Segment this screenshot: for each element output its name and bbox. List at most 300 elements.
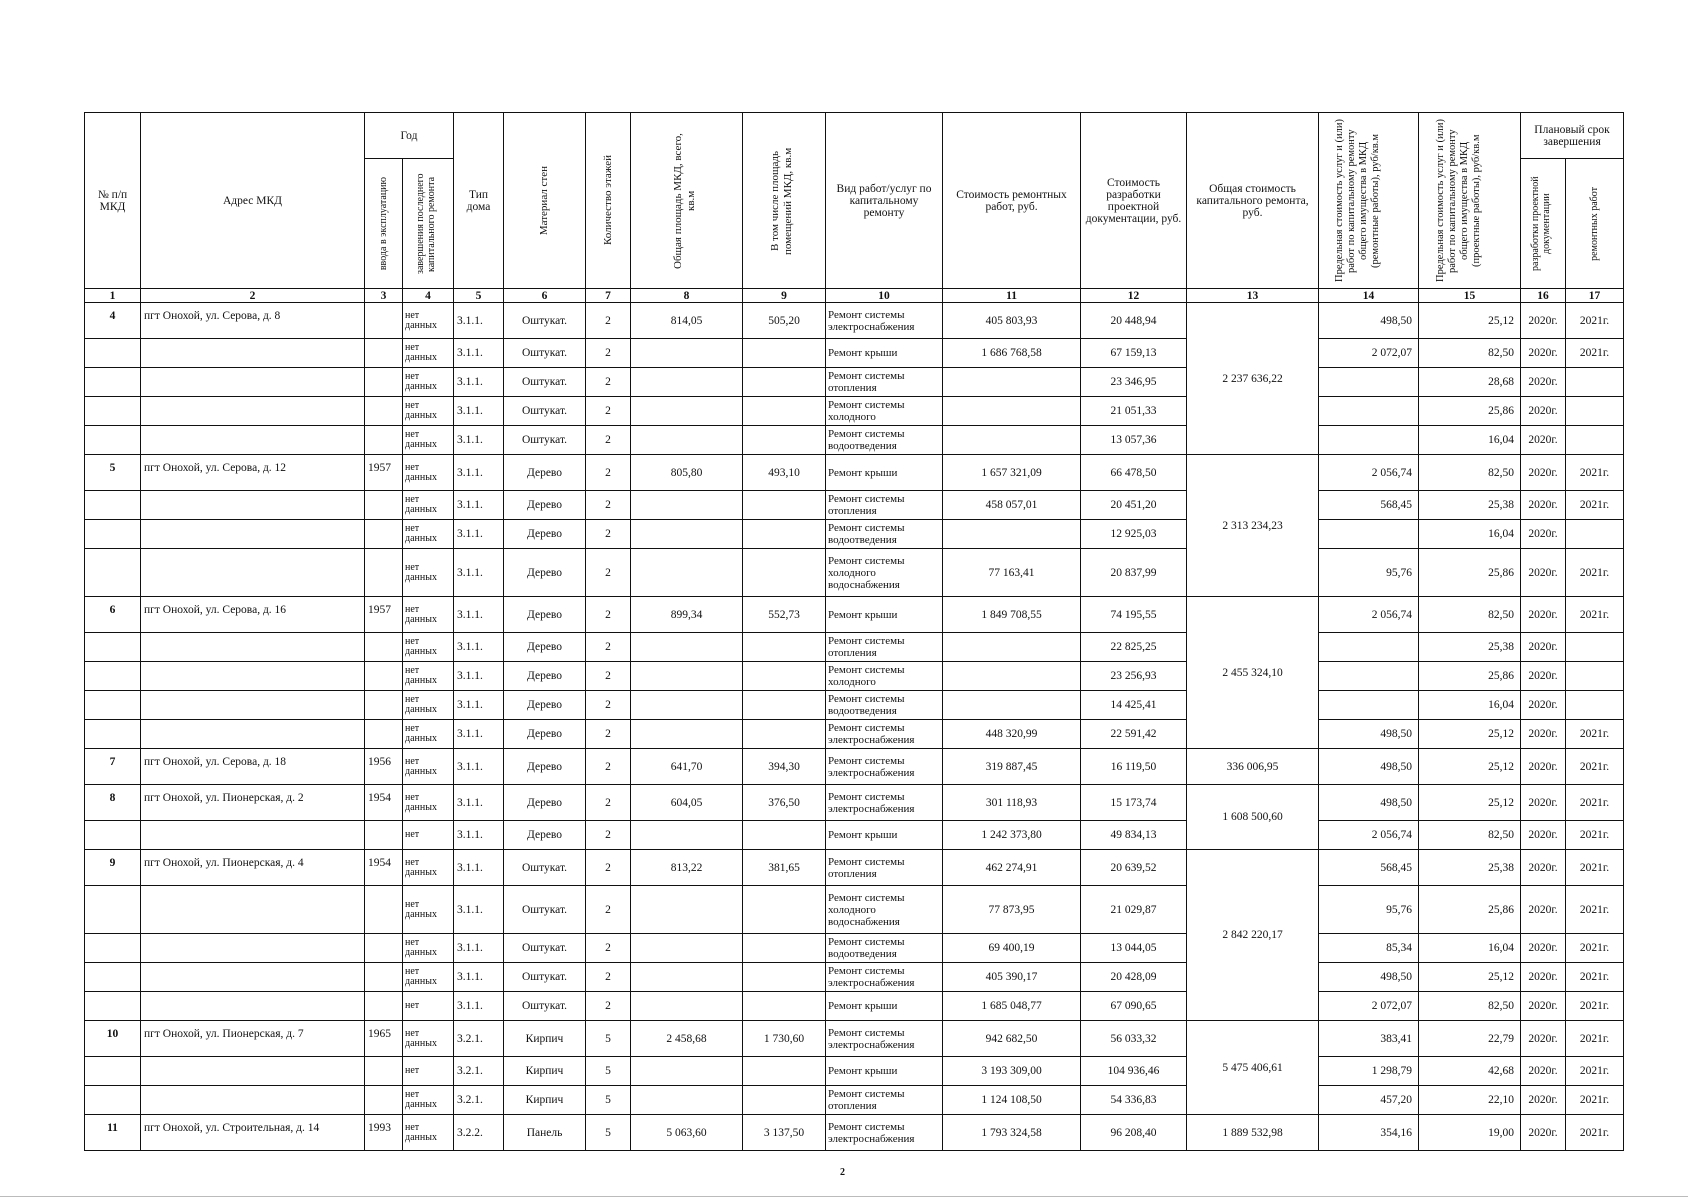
column-number: 14 — [1319, 289, 1419, 303]
work-type: Ремонт системы электроснабжения — [826, 1021, 943, 1057]
house-type: 3.1.1. — [454, 633, 504, 662]
header-limit-design: Предельная стоимость услуг и (или) работ по капитальному ремонту общего имущества в МКД (проектные работы), руб/кв.м — [1419, 113, 1521, 289]
mkd-address: пгт Онохой, ул. Серова, д. 12 — [141, 455, 365, 491]
premises-area — [743, 491, 826, 520]
commissioning-year: 1957 — [365, 597, 403, 633]
limit-repair: 95,76 — [1319, 549, 1419, 597]
mkd-number — [85, 691, 141, 720]
repair-deadline — [1566, 662, 1624, 691]
limit-design: 19,00 — [1419, 1115, 1521, 1151]
floors: 2 — [586, 397, 631, 426]
limit-repair: 85,34 — [1319, 934, 1419, 963]
design-cost: 20 428,09 — [1081, 963, 1187, 992]
mkd-number: 7 — [85, 749, 141, 785]
mkd-address: пгт Онохой, ул. Строительная, д. 14 — [141, 1115, 365, 1151]
last-repair-year: нет данных — [403, 368, 454, 397]
limit-design: 82,50 — [1419, 992, 1521, 1021]
table-row — [85, 520, 1624, 549]
last-repair-year: нет данных — [403, 303, 454, 339]
limit-design: 25,86 — [1419, 662, 1521, 691]
repair-cost — [943, 397, 1081, 426]
last-repair-year: нет данных — [403, 491, 454, 520]
design-cost: 54 336,83 — [1081, 1086, 1187, 1115]
floors: 2 — [586, 785, 631, 821]
column-number: 10 — [826, 289, 943, 303]
mkd-number — [85, 397, 141, 426]
design-cost: 13 044,05 — [1081, 934, 1187, 963]
premises-area — [743, 934, 826, 963]
work-type: Ремонт системы электроснабжения — [826, 1115, 943, 1151]
commissioning-year — [365, 397, 403, 426]
total-area: 5 063,60 — [631, 1115, 743, 1151]
table-row — [85, 597, 1624, 633]
commissioning-year: 1965 — [365, 1021, 403, 1057]
header-last-repair-year: завершения последнего капитального ремонта — [403, 159, 454, 289]
premises-area — [743, 662, 826, 691]
mkd-address: пгт Онохой, ул. Серова, д. 8 — [141, 303, 365, 339]
wall-material: Оштукат. — [504, 934, 586, 963]
table-row — [85, 549, 1624, 597]
floors: 2 — [586, 662, 631, 691]
total-area — [631, 662, 743, 691]
repair-deadline — [1566, 426, 1624, 455]
commissioning-year — [365, 520, 403, 549]
header-wall-material: Материал стен — [504, 113, 586, 289]
design-deadline: 2020г. — [1521, 934, 1566, 963]
total-area — [631, 633, 743, 662]
design-deadline: 2020г. — [1521, 1086, 1566, 1115]
mkd-number — [85, 368, 141, 397]
design-cost: 56 033,32 — [1081, 1021, 1187, 1057]
design-deadline: 2020г. — [1521, 963, 1566, 992]
limit-design: 42,68 — [1419, 1057, 1521, 1086]
house-type: 3.1.1. — [454, 520, 504, 549]
design-deadline: 2020г. — [1521, 397, 1566, 426]
design-cost: 66 478,50 — [1081, 455, 1187, 491]
repair-deadline: 2021г. — [1566, 963, 1624, 992]
last-repair-year: нет данных — [403, 850, 454, 886]
wall-material: Кирпич — [504, 1057, 586, 1086]
work-type: Ремонт системы отопления — [826, 850, 943, 886]
commissioning-year — [365, 934, 403, 963]
mkd-address: пгт Онохой, ул. Серова, д. 18 — [141, 749, 365, 785]
design-deadline: 2020г. — [1521, 1057, 1566, 1086]
limit-repair: 2 056,74 — [1319, 821, 1419, 850]
limit-repair — [1319, 520, 1419, 549]
table-row — [85, 749, 1624, 785]
design-cost: 20 639,52 — [1081, 850, 1187, 886]
header-mkd-number: № п/п МКД — [85, 113, 141, 289]
mkd-address — [141, 886, 365, 934]
last-repair-year: нет данных — [403, 339, 454, 368]
work-type: Ремонт системы электроснабжения — [826, 303, 943, 339]
total-area — [631, 1086, 743, 1115]
column-number: 3 — [365, 289, 403, 303]
limit-repair: 2 072,07 — [1319, 992, 1419, 1021]
limit-repair: 498,50 — [1319, 720, 1419, 749]
total-area — [631, 992, 743, 1021]
premises-area — [743, 1057, 826, 1086]
limit-design: 82,50 — [1419, 597, 1521, 633]
limit-design: 16,04 — [1419, 934, 1521, 963]
premises-area — [743, 992, 826, 1021]
design-cost: 96 208,40 — [1081, 1115, 1187, 1151]
limit-repair: 498,50 — [1319, 963, 1419, 992]
house-type: 3.1.1. — [454, 491, 504, 520]
design-deadline: 2020г. — [1521, 520, 1566, 549]
work-type: Ремонт крыши — [826, 1057, 943, 1086]
mkd-number — [85, 720, 141, 749]
total-area: 641,70 — [631, 749, 743, 785]
floors: 2 — [586, 597, 631, 633]
repair-deadline: 2021г. — [1566, 1086, 1624, 1115]
commissioning-year — [365, 633, 403, 662]
wall-material: Оштукат. — [504, 339, 586, 368]
mkd-number — [85, 426, 141, 455]
mkd-number: 11 — [85, 1115, 141, 1151]
last-repair-year: нет данных — [403, 749, 454, 785]
total-area: 604,05 — [631, 785, 743, 821]
last-repair-year: нет — [403, 992, 454, 1021]
repair-cost: 1 242 373,80 — [943, 821, 1081, 850]
limit-repair: 383,41 — [1319, 1021, 1419, 1057]
design-cost: 67 090,65 — [1081, 992, 1187, 1021]
total-area — [631, 339, 743, 368]
house-type: 3.1.1. — [454, 934, 504, 963]
house-type: 3.1.1. — [454, 691, 504, 720]
mkd-address: пгт Онохой, ул. Пионерская, д. 4 — [141, 850, 365, 886]
mkd-number — [85, 633, 141, 662]
last-repair-year: нет данных — [403, 397, 454, 426]
limit-repair: 2 056,74 — [1319, 597, 1419, 633]
wall-material: Дерево — [504, 691, 586, 720]
repair-cost: 319 887,45 — [943, 749, 1081, 785]
design-deadline: 2020г. — [1521, 455, 1566, 491]
commissioning-year — [365, 963, 403, 992]
wall-material: Кирпич — [504, 1086, 586, 1115]
column-number: 11 — [943, 289, 1081, 303]
table-row — [85, 992, 1624, 1021]
table-row — [85, 1086, 1624, 1115]
floors: 2 — [586, 339, 631, 368]
total-area — [631, 397, 743, 426]
repair-cost — [943, 633, 1081, 662]
table-row — [85, 1021, 1624, 1057]
design-cost: 23 256,93 — [1081, 662, 1187, 691]
total-area: 813,22 — [631, 850, 743, 886]
limit-repair — [1319, 397, 1419, 426]
work-type: Ремонт системы водоотведения — [826, 426, 943, 455]
mkd-number: 5 — [85, 455, 141, 491]
work-type: Ремонт системы водоотведения — [826, 691, 943, 720]
limit-design: 25,12 — [1419, 963, 1521, 992]
mkd-number: 4 — [85, 303, 141, 339]
premises-area — [743, 368, 826, 397]
total-area — [631, 886, 743, 934]
header-work-type: Вид работ/услуг по капитальному ремонту — [826, 113, 943, 289]
house-type: 3.1.1. — [454, 821, 504, 850]
premises-area: 493,10 — [743, 455, 826, 491]
house-type: 3.1.1. — [454, 339, 504, 368]
design-cost: 16 119,50 — [1081, 749, 1187, 785]
repair-deadline: 2021г. — [1566, 339, 1624, 368]
repair-deadline: 2021г. — [1566, 934, 1624, 963]
design-deadline: 2020г. — [1521, 426, 1566, 455]
mkd-address — [141, 520, 365, 549]
total-cost: 2 842 220,17 — [1187, 850, 1319, 1021]
commissioning-year: 1957 — [365, 455, 403, 491]
limit-repair: 1 298,79 — [1319, 1057, 1419, 1086]
premises-area — [743, 397, 826, 426]
floors: 2 — [586, 850, 631, 886]
limit-repair: 568,45 — [1319, 491, 1419, 520]
floors: 2 — [586, 691, 631, 720]
design-deadline: 2020г. — [1521, 720, 1566, 749]
repair-cost: 301 118,93 — [943, 785, 1081, 821]
mkd-address — [141, 397, 365, 426]
work-type: Ремонт системы электроснабжения — [826, 963, 943, 992]
limit-design: 22,79 — [1419, 1021, 1521, 1057]
last-repair-year: нет данных — [403, 720, 454, 749]
wall-material: Панель — [504, 1115, 586, 1151]
wall-material: Дерево — [504, 720, 586, 749]
design-deadline: 2020г. — [1521, 491, 1566, 520]
work-type: Ремонт системы холодного — [826, 662, 943, 691]
house-type: 3.2.1. — [454, 1086, 504, 1115]
premises-area — [743, 886, 826, 934]
design-cost: 20 837,99 — [1081, 549, 1187, 597]
house-type: 3.2.2. — [454, 1115, 504, 1151]
mkd-address — [141, 339, 365, 368]
work-type: Ремонт системы отопления — [826, 368, 943, 397]
limit-design: 16,04 — [1419, 520, 1521, 549]
mkd-address — [141, 1057, 365, 1086]
limit-design: 25,12 — [1419, 720, 1521, 749]
table-row — [85, 785, 1624, 821]
design-deadline: 2020г. — [1521, 662, 1566, 691]
design-deadline: 2020г. — [1521, 1021, 1566, 1057]
floors: 2 — [586, 426, 631, 455]
column-number: 2 — [141, 289, 365, 303]
capital-repair-table-sheet — [84, 112, 1623, 1151]
wall-material: Оштукат. — [504, 963, 586, 992]
limit-design: 25,12 — [1419, 785, 1521, 821]
design-deadline: 2020г. — [1521, 549, 1566, 597]
wall-material: Дерево — [504, 821, 586, 850]
total-area — [631, 491, 743, 520]
commissioning-year — [365, 720, 403, 749]
house-type: 3.1.1. — [454, 720, 504, 749]
wall-material: Дерево — [504, 633, 586, 662]
column-number: 9 — [743, 289, 826, 303]
repair-cost: 69 400,19 — [943, 934, 1081, 963]
floors: 2 — [586, 992, 631, 1021]
repair-deadline: 2021г. — [1566, 491, 1624, 520]
wall-material: Кирпич — [504, 1021, 586, 1057]
mkd-number: 10 — [85, 1021, 141, 1057]
repair-deadline: 2021г. — [1566, 549, 1624, 597]
total-area: 899,34 — [631, 597, 743, 633]
limit-design: 25,38 — [1419, 491, 1521, 520]
table-row — [85, 455, 1624, 491]
commissioning-year — [365, 662, 403, 691]
wall-material: Дерево — [504, 491, 586, 520]
last-repair-year: нет данных — [403, 633, 454, 662]
repair-deadline: 2021г. — [1566, 886, 1624, 934]
limit-repair: 95,76 — [1319, 886, 1419, 934]
house-type: 3.1.1. — [454, 549, 504, 597]
commissioning-year — [365, 992, 403, 1021]
total-area: 2 458,68 — [631, 1021, 743, 1057]
table-row — [85, 491, 1624, 520]
work-type: Ремонт системы отопления — [826, 1086, 943, 1115]
work-type: Ремонт системы отопления — [826, 491, 943, 520]
house-type: 3.1.1. — [454, 850, 504, 886]
total-area — [631, 1057, 743, 1086]
floors: 5 — [586, 1021, 631, 1057]
floors: 5 — [586, 1115, 631, 1151]
limit-design: 82,50 — [1419, 339, 1521, 368]
premises-area — [743, 1086, 826, 1115]
floors: 2 — [586, 963, 631, 992]
last-repair-year: нет данных — [403, 1115, 454, 1151]
mkd-number — [85, 886, 141, 934]
limit-repair — [1319, 662, 1419, 691]
repair-deadline: 2021г. — [1566, 597, 1624, 633]
commissioning-year — [365, 549, 403, 597]
wall-material: Оштукат. — [504, 426, 586, 455]
table-row — [85, 633, 1624, 662]
work-type: Ремонт крыши — [826, 992, 943, 1021]
column-number: 12 — [1081, 289, 1187, 303]
commissioning-year — [365, 339, 403, 368]
premises-area: 394,30 — [743, 749, 826, 785]
last-repair-year: нет данных — [403, 597, 454, 633]
column-number: 6 — [504, 289, 586, 303]
repair-deadline: 2021г. — [1566, 1021, 1624, 1057]
column-number: 1 — [85, 289, 141, 303]
last-repair-year: нет — [403, 821, 454, 850]
design-cost: 74 195,55 — [1081, 597, 1187, 633]
floors: 2 — [586, 821, 631, 850]
last-repair-year: нет данных — [403, 455, 454, 491]
house-type: 3.2.1. — [454, 1057, 504, 1086]
last-repair-year: нет данных — [403, 662, 454, 691]
premises-area — [743, 720, 826, 749]
mkd-address — [141, 691, 365, 720]
mkd-number — [85, 662, 141, 691]
mkd-address — [141, 633, 365, 662]
repair-cost — [943, 520, 1081, 549]
design-deadline: 2020г. — [1521, 1115, 1566, 1151]
commissioning-year — [365, 886, 403, 934]
repair-cost — [943, 426, 1081, 455]
mkd-address — [141, 1086, 365, 1115]
mkd-number — [85, 1057, 141, 1086]
wall-material: Оштукат. — [504, 397, 586, 426]
commissioning-year — [365, 691, 403, 720]
house-type: 3.2.1. — [454, 1021, 504, 1057]
last-repair-year: нет данных — [403, 934, 454, 963]
wall-material: Дерево — [504, 520, 586, 549]
header-design-cost: Стоимость разработки проектной документации, руб. — [1081, 113, 1187, 289]
mkd-address — [141, 821, 365, 850]
design-cost: 21 051,33 — [1081, 397, 1187, 426]
limit-repair: 498,50 — [1319, 749, 1419, 785]
house-type: 3.1.1. — [454, 303, 504, 339]
mkd-number: 8 — [85, 785, 141, 821]
table-row — [85, 1115, 1624, 1151]
premises-area: 1 730,60 — [743, 1021, 826, 1057]
work-type: Ремонт системы холодного водоснабжения — [826, 886, 943, 934]
limit-design: 25,38 — [1419, 633, 1521, 662]
premises-area: 505,20 — [743, 303, 826, 339]
premises-area — [743, 633, 826, 662]
repair-deadline: 2021г. — [1566, 749, 1624, 785]
premises-area — [743, 426, 826, 455]
repair-deadline: 2021г. — [1566, 303, 1624, 339]
total-area — [631, 934, 743, 963]
house-type: 3.1.1. — [454, 397, 504, 426]
header-year-group: Год — [365, 113, 454, 159]
last-repair-year: нет данных — [403, 1086, 454, 1115]
wall-material: Оштукат. — [504, 368, 586, 397]
repair-cost: 1 657 321,09 — [943, 455, 1081, 491]
work-type: Ремонт системы электроснабжения — [826, 749, 943, 785]
design-cost: 14 425,41 — [1081, 691, 1187, 720]
floors: 2 — [586, 886, 631, 934]
mkd-address — [141, 934, 365, 963]
total-cost: 1 889 532,98 — [1187, 1115, 1319, 1151]
repair-deadline — [1566, 368, 1624, 397]
total-area: 805,80 — [631, 455, 743, 491]
mkd-address — [141, 720, 365, 749]
last-repair-year: нет — [403, 1057, 454, 1086]
repair-cost: 77 163,41 — [943, 549, 1081, 597]
repair-cost: 1 686 768,58 — [943, 339, 1081, 368]
table-row — [85, 691, 1624, 720]
floors: 5 — [586, 1057, 631, 1086]
mkd-number — [85, 520, 141, 549]
mkd-address: пгт Онохой, ул. Пионерская, д. 7 — [141, 1021, 365, 1057]
column-number: 8 — [631, 289, 743, 303]
repair-deadline: 2021г. — [1566, 720, 1624, 749]
house-type: 3.1.1. — [454, 368, 504, 397]
last-repair-year: нет данных — [403, 691, 454, 720]
limit-repair: 354,16 — [1319, 1115, 1419, 1151]
table-header — [85, 113, 1624, 303]
limit-design: 16,04 — [1419, 691, 1521, 720]
premises-area — [743, 339, 826, 368]
column-number: 15 — [1419, 289, 1521, 303]
house-type: 3.1.1. — [454, 662, 504, 691]
repair-deadline: 2021г. — [1566, 785, 1624, 821]
premises-area — [743, 821, 826, 850]
table-row — [85, 397, 1624, 426]
repair-deadline: 2021г. — [1566, 850, 1624, 886]
wall-material: Дерево — [504, 597, 586, 633]
column-number: 5 — [454, 289, 504, 303]
design-deadline: 2020г. — [1521, 749, 1566, 785]
design-deadline: 2020г. — [1521, 886, 1566, 934]
limit-design: 22,10 — [1419, 1086, 1521, 1115]
repair-cost: 1 793 324,58 — [943, 1115, 1081, 1151]
table-row — [85, 426, 1624, 455]
repair-cost: 405 803,93 — [943, 303, 1081, 339]
repair-deadline: 2021г. — [1566, 1057, 1624, 1086]
wall-material: Оштукат. — [504, 303, 586, 339]
mkd-address — [141, 426, 365, 455]
